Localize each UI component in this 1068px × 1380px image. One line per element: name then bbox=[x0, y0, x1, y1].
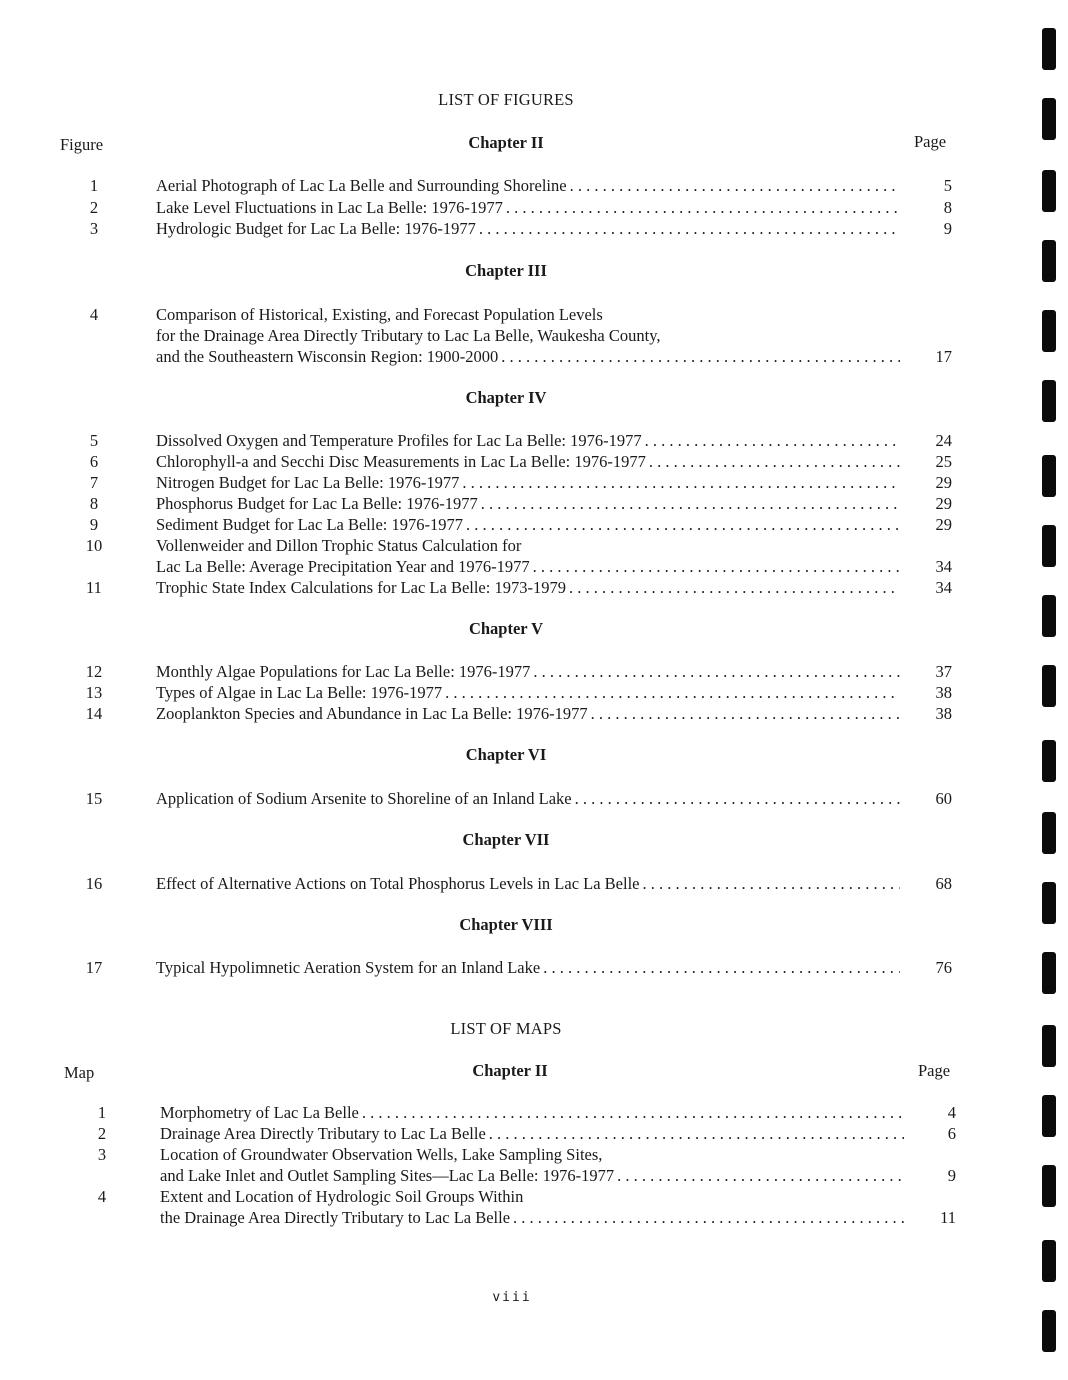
entry-title-line: and the Southeastern Wisconsin Region: 1900-2000 bbox=[156, 347, 499, 366]
entry-number: 16 bbox=[85, 874, 103, 893]
entry-page: 68 bbox=[935, 874, 952, 893]
list-entry bbox=[0, 175, 1012, 196]
list-entry bbox=[0, 661, 1012, 682]
list-entry-continued bbox=[0, 556, 1012, 577]
list-entry-continued bbox=[0, 325, 1012, 346]
chapter-heading: Chapter II bbox=[472, 1061, 548, 1080]
maps-title: LIST OF MAPS bbox=[450, 1019, 562, 1038]
binding-mark bbox=[1042, 665, 1056, 707]
binding-mark bbox=[1042, 1095, 1056, 1137]
entry-page: 38 bbox=[935, 704, 952, 723]
entry-title: Drainage Area Directly Tributary to Lac La Belle bbox=[160, 1124, 486, 1143]
list-entry bbox=[0, 197, 1012, 218]
entry-number: 4 bbox=[89, 305, 99, 324]
binding-mark bbox=[1042, 240, 1056, 282]
entry-title-line: Location of Groundwater Observation Wells, Lake Sampling Sites, bbox=[160, 1145, 603, 1164]
entry-title: Application of Sodium Arsenite to Shoreline of an Inland Lake bbox=[156, 789, 572, 808]
entry-number: 10 bbox=[85, 536, 103, 555]
list-entry bbox=[0, 218, 1012, 239]
entry-title-line: and Lake Inlet and Outlet Sampling Sites—Lac La Belle: 1976-1977 bbox=[160, 1166, 615, 1185]
entry-title: Effect of Alternative Actions on Total Phosphorus Levels in Lac La Belle bbox=[156, 874, 640, 893]
entry-title: Phosphorus Budget for Lac La Belle: 1976-1977 bbox=[156, 494, 478, 513]
entry-title: Lake Level Fluctuations in Lac La Belle: 1976-1977 bbox=[156, 198, 503, 217]
maps-col-map: Map bbox=[64, 1063, 95, 1082]
list-entry bbox=[0, 1123, 1012, 1144]
chapter-heading: Chapter VI bbox=[465, 745, 547, 764]
entry-number: 6 bbox=[89, 452, 99, 471]
binding-mark bbox=[1042, 1165, 1056, 1207]
entry-page: 34 bbox=[935, 578, 952, 597]
list-entry bbox=[0, 957, 1012, 978]
entry-number: 8 bbox=[89, 494, 99, 513]
entry-number: 3 bbox=[89, 219, 99, 238]
entry-number: 4 bbox=[97, 1187, 107, 1206]
list-entry bbox=[0, 1102, 1012, 1123]
list-entry bbox=[0, 535, 1012, 556]
list-entry bbox=[0, 873, 1012, 894]
entry-number: 17 bbox=[85, 958, 103, 977]
entry-page: 37 bbox=[935, 662, 952, 681]
entry-number: 2 bbox=[97, 1124, 107, 1143]
binding-mark bbox=[1042, 170, 1056, 212]
entry-number: 9 bbox=[89, 515, 99, 534]
entry-title: Nitrogen Budget for Lac La Belle: 1976-1977 bbox=[156, 473, 460, 492]
binding-mark bbox=[1042, 1310, 1056, 1352]
binding-mark bbox=[1042, 98, 1056, 140]
entry-number: 7 bbox=[89, 473, 99, 492]
entry-title: Chlorophyll-a and Secchi Disc Measurements in Lac La Belle: 1976-1977 bbox=[156, 452, 646, 471]
chapter-heading: Chapter II bbox=[468, 133, 544, 152]
figures-col-figure: Figure bbox=[60, 135, 104, 154]
binding-mark bbox=[1042, 310, 1056, 352]
entry-number: 14 bbox=[85, 704, 103, 723]
entry-number: 13 bbox=[85, 683, 103, 702]
entry-page: 8 bbox=[943, 198, 952, 217]
entry-title: Morphometry of Lac La Belle bbox=[160, 1103, 359, 1122]
entry-page: 9 bbox=[947, 1166, 956, 1185]
figures-col-page: Page bbox=[914, 132, 947, 151]
entry-title: Sediment Budget for Lac La Belle: 1976-1977 bbox=[156, 515, 464, 534]
entry-page: 4 bbox=[947, 1103, 956, 1122]
list-entry bbox=[0, 577, 1012, 598]
entry-title-line: Comparison of Historical, Existing, and Forecast Population Levels bbox=[156, 305, 603, 324]
entry-title: Dissolved Oxygen and Temperature Profiles for Lac La Belle: 1976-1977 bbox=[156, 431, 642, 450]
entry-page: 17 bbox=[935, 347, 952, 366]
binding-mark bbox=[1042, 1025, 1056, 1067]
list-entry bbox=[0, 1186, 1012, 1207]
entry-number: 1 bbox=[89, 176, 99, 195]
entry-page: 25 bbox=[935, 452, 952, 471]
binding-mark bbox=[1042, 380, 1056, 422]
list-entry bbox=[0, 682, 1012, 703]
figures-title: LIST OF FIGURES bbox=[438, 90, 574, 109]
maps-col-page: Page bbox=[918, 1061, 951, 1080]
entry-number: 15 bbox=[85, 789, 103, 808]
entry-number: 11 bbox=[86, 578, 102, 597]
binding-mark bbox=[1042, 882, 1056, 924]
chapter-heading: Chapter VII bbox=[462, 830, 550, 849]
list-entry bbox=[0, 304, 1012, 325]
entry-title-line: Extent and Location of Hydrologic Soil Groups Within bbox=[160, 1187, 524, 1206]
list-entry bbox=[0, 514, 1012, 535]
chapter-heading: Chapter III bbox=[465, 261, 547, 280]
list-entry bbox=[0, 703, 1012, 724]
entry-number: 3 bbox=[97, 1145, 107, 1164]
list-entry bbox=[0, 493, 1012, 514]
chapter-heading: Chapter V bbox=[468, 619, 544, 638]
entry-title: Zooplankton Species and Abundance in Lac La Belle: 1976-1977 bbox=[156, 704, 588, 723]
chapter-heading: Chapter VIII bbox=[459, 915, 553, 934]
entry-page: 6 bbox=[947, 1124, 956, 1143]
list-entry bbox=[0, 1144, 1012, 1165]
list-entry bbox=[0, 430, 1012, 451]
list-entry bbox=[0, 451, 1012, 472]
list-entry-continued bbox=[0, 346, 1012, 367]
entry-title: Trophic State Index Calculations for Lac La Belle: 1973-1979 bbox=[156, 578, 566, 597]
entry-number: 1 bbox=[97, 1103, 107, 1122]
entry-title-line: for the Drainage Area Directly Tributary to Lac La Belle, Waukesha County, bbox=[156, 326, 661, 345]
entry-title: Typical Hypolimnetic Aeration System for an Inland Lake bbox=[156, 958, 541, 977]
entry-title-line: Lac La Belle: Average Precipitation Year and 1976-1977 bbox=[156, 557, 530, 576]
entry-page: 34 bbox=[935, 557, 952, 576]
entry-number: 12 bbox=[85, 662, 103, 681]
binding-mark bbox=[1042, 952, 1056, 994]
list-entry-continued bbox=[0, 1165, 1012, 1186]
binding-mark bbox=[1042, 740, 1056, 782]
chapter-heading: Chapter IV bbox=[465, 388, 547, 407]
entry-page: 5 bbox=[943, 176, 952, 195]
entry-title-line: the Drainage Area Directly Tributary to Lac La Belle bbox=[160, 1208, 511, 1227]
entry-page: 60 bbox=[935, 789, 952, 808]
entry-title-line: Vollenweider and Dillon Trophic Status Calculation for bbox=[156, 536, 522, 555]
list-entry-continued bbox=[0, 1207, 1012, 1228]
entry-page: 24 bbox=[935, 431, 952, 450]
binding-mark bbox=[1042, 595, 1056, 637]
entry-page: 29 bbox=[935, 473, 952, 492]
binding-mark bbox=[1042, 28, 1056, 70]
binding-mark bbox=[1042, 1240, 1056, 1282]
entry-title: Monthly Algae Populations for Lac La Belle: 1976-1977 bbox=[156, 662, 531, 681]
entry-page: 9 bbox=[943, 219, 952, 238]
entry-page: 29 bbox=[935, 494, 952, 513]
binding-mark bbox=[1042, 455, 1056, 497]
entry-page: 29 bbox=[935, 515, 952, 534]
entry-page: 11 bbox=[940, 1208, 956, 1227]
entry-number: 5 bbox=[89, 431, 99, 450]
entry-title: Hydrologic Budget for Lac La Belle: 1976-1977 bbox=[156, 219, 476, 238]
entry-page: 38 bbox=[935, 683, 952, 702]
entry-title: Aerial Photograph of Lac La Belle and Surrounding Shoreline bbox=[156, 176, 567, 195]
list-entry bbox=[0, 788, 1012, 809]
binding-mark bbox=[1042, 525, 1056, 567]
entry-title: Types of Algae in Lac La Belle: 1976-1977 bbox=[156, 683, 443, 702]
page-number: viii bbox=[492, 1290, 532, 1305]
entry-page: 76 bbox=[935, 958, 952, 977]
binding-mark bbox=[1042, 812, 1056, 854]
list-entry bbox=[0, 472, 1012, 493]
entry-number: 2 bbox=[89, 198, 99, 217]
